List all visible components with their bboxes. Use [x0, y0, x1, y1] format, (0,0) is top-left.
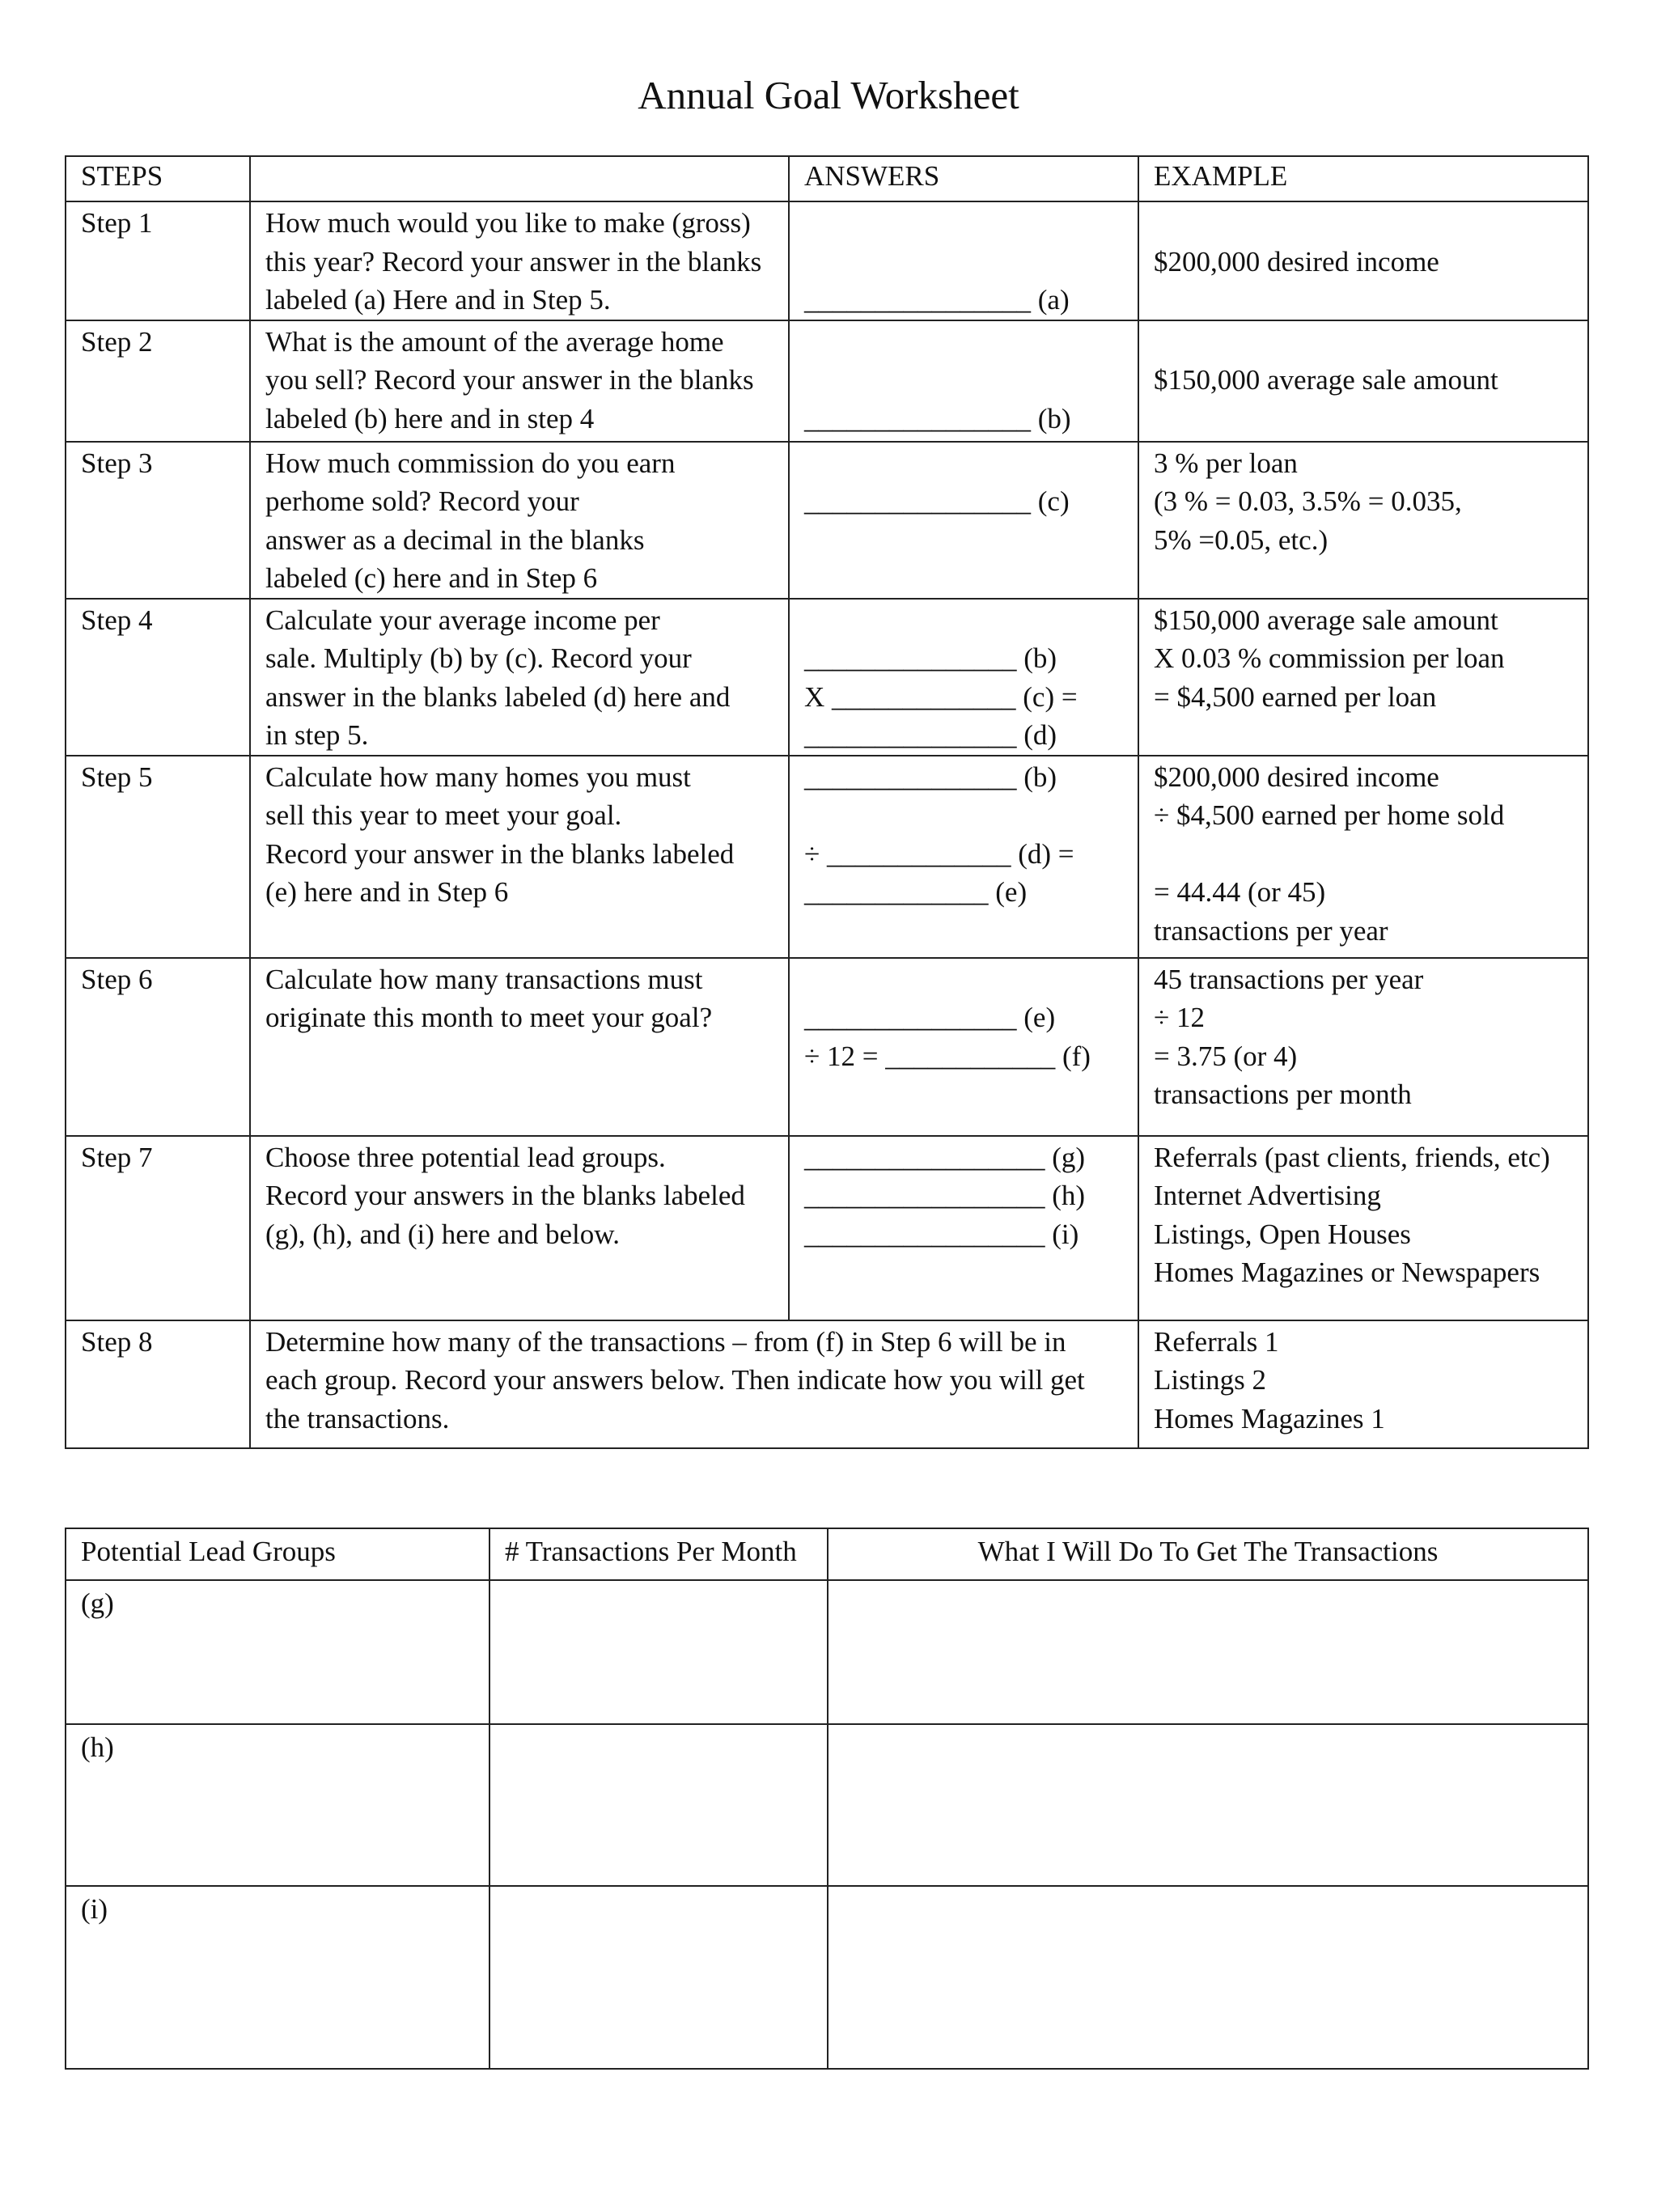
- header-question: [250, 156, 789, 201]
- table-row: [66, 756, 1588, 958]
- table-row: [66, 1136, 1588, 1320]
- lead-table-header-row: [66, 1528, 1588, 1580]
- table-row: [66, 442, 1588, 599]
- page-title: Annual Goal Worksheet: [638, 73, 1019, 117]
- header-what-i-will-do: What I Will Do To Get The Transactions: [828, 1528, 1588, 1580]
- step-example: $150,000 average sale amount: [1138, 320, 1588, 442]
- table-row: [66, 1320, 1588, 1448]
- plan-cell[interactable]: [828, 1886, 1588, 2069]
- step-label: Step 5: [66, 756, 250, 958]
- lead-group-cell[interactable]: (g): [66, 1580, 489, 1724]
- step-example: $200,000 desired income ÷ $4,500 earned per home sold = 44.44 (or 45) transactions per year: [1138, 756, 1588, 958]
- step-question: How much commission do you earn perhome sold? Record your answer as a decimal in the blanks labeled (c) here and in Step 6: [250, 442, 789, 599]
- step-example: 45 transactions per year ÷ 12 = 3.75 (or 4) transactions per month: [1138, 958, 1588, 1136]
- step-label: Step 3: [66, 442, 250, 599]
- answer-blank[interactable]: _______________ (b) ÷ _____________ (d) = _____________ (e): [789, 756, 1138, 958]
- step-question: Calculate how many homes you must sell this year to meet your goal. Record your answer in the blanks labeled (e) here and in Step 6: [250, 756, 789, 958]
- step-label: Step 4: [66, 599, 250, 756]
- transactions-cell[interactable]: [489, 1724, 828, 1886]
- transactions-cell[interactable]: [489, 1580, 828, 1724]
- answer-blank[interactable]: ________________ (a): [789, 201, 1138, 320]
- header-lead-groups: Potential Lead Groups: [66, 1528, 489, 1580]
- answer-blank[interactable]: _______________ (b) X _____________ (c) = _______________ (d): [789, 599, 1138, 756]
- transactions-cell[interactable]: [489, 1886, 828, 2069]
- step-question: What is the amount of the average home you sell? Record your answer in the blanks labeled (b) here and in step 4: [250, 320, 789, 442]
- steps-table: [65, 155, 1589, 1449]
- answer-blank[interactable]: _________________ (g) _________________ (h) _________________ (i): [789, 1136, 1138, 1320]
- table-row: [66, 958, 1588, 1136]
- step-example: Referrals 1 Listings 2 Homes Magazines 1: [1138, 1320, 1588, 1448]
- step-label: Step 2: [66, 320, 250, 442]
- table-row: [66, 1886, 1588, 2069]
- steps-table-header-row: [66, 156, 1588, 201]
- step-question: How much would you like to make (gross) this year? Record your answer in the blanks labeled (a) Here and in Step 5.: [250, 201, 789, 320]
- answer-blank[interactable]: ________________ (c): [789, 442, 1138, 599]
- plan-cell[interactable]: [828, 1580, 1588, 1724]
- lead-groups-table: [65, 1528, 1589, 2070]
- step-label: Step 1: [66, 201, 250, 320]
- step-label: Step 7: [66, 1136, 250, 1320]
- header-example: EXAMPLE: [1138, 156, 1588, 201]
- header-steps: STEPS: [66, 156, 250, 201]
- table-row: [66, 599, 1588, 756]
- step-example: 3 % per loan (3 % = 0.03, 3.5% = 0.035, 5% =0.05, etc.): [1138, 442, 1588, 599]
- header-transactions-per-month: # Transactions Per Month: [489, 1528, 828, 1580]
- step-question: Determine how many of the transactions – from (f) in Step 6 will be in each group. Record your answers below. Then indicate how you will get the transactions.: [250, 1320, 1138, 1448]
- table-row: [66, 320, 1588, 442]
- step-label: Step 8: [66, 1320, 250, 1448]
- answer-blank[interactable]: ________________ (b): [789, 320, 1138, 442]
- answer-blank[interactable]: _______________ (e) ÷ 12 = ____________ (f): [789, 958, 1138, 1136]
- table-row: [66, 201, 1588, 320]
- table-row: [66, 1724, 1588, 1886]
- step-question: Calculate your average income per sale. Multiply (b) by (c). Record your answer in the blanks labeled (d) here and in step 5.: [250, 599, 789, 756]
- step-example: Referrals (past clients, friends, etc) Internet Advertising Listings, Open Houses Homes Magazines or Newspapers: [1138, 1136, 1588, 1320]
- step-example: $150,000 average sale amount X 0.03 % commission per loan = $4,500 earned per loan: [1138, 599, 1588, 756]
- header-answers: ANSWERS: [789, 156, 1138, 201]
- table-row: [66, 1580, 1588, 1724]
- lead-group-cell[interactable]: (i): [66, 1886, 489, 2069]
- lead-group-cell[interactable]: (h): [66, 1724, 489, 1886]
- plan-cell[interactable]: [828, 1724, 1588, 1886]
- step-question: Choose three potential lead groups. Record your answers in the blanks labeled (g), (h), and (i) here and below.: [250, 1136, 789, 1320]
- step-example: $200,000 desired income: [1138, 201, 1588, 320]
- step-question: Calculate how many transactions must originate this month to meet your goal?: [250, 958, 789, 1136]
- step-label: Step 6: [66, 958, 250, 1136]
